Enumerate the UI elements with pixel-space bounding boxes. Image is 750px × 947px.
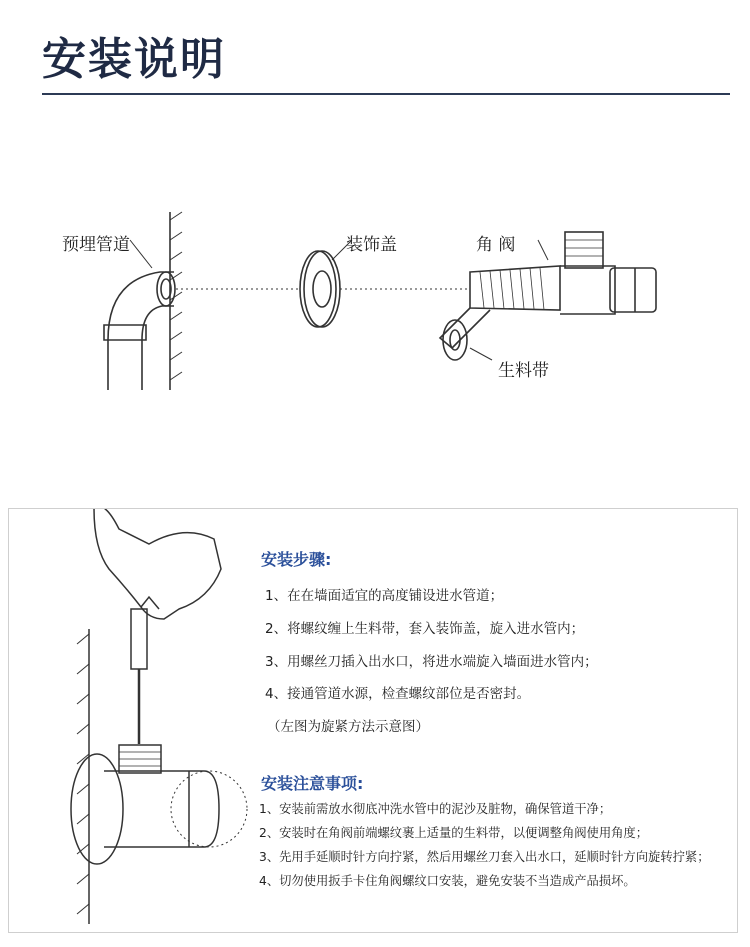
install-illustration xyxy=(9,509,259,932)
valve-handle xyxy=(610,268,656,312)
screwdriver-handle xyxy=(131,609,147,669)
caution-item: 4、切勿使用扳手卡住角阀螺纹口安装，避免安装不当造成产品损坏。 xyxy=(259,874,636,888)
label-embedded-pipe: 预埋管道 xyxy=(62,235,130,255)
label-teflon-tape: 生料带 xyxy=(498,361,549,381)
wall-hatch xyxy=(77,634,89,914)
pipe-joint xyxy=(104,325,146,340)
step-item: 1、在在墙面适宜的高度铺设进水管道； xyxy=(265,588,504,604)
label-decorative-cover: 装饰盖 xyxy=(346,235,397,255)
page-title: 安装说明 xyxy=(42,34,226,85)
instructions-panel xyxy=(8,508,738,933)
label-angle-valve: 角 阀 xyxy=(476,235,516,255)
caution-item: 3、先用手延顺时针方向拧紧，然后用螺丝刀套入出水口，延顺时针方向旋转拧紧； xyxy=(259,850,710,864)
pipe-opening xyxy=(157,272,175,306)
hand-outline xyxy=(94,509,221,619)
caution-heading: 安装注意事项: xyxy=(261,774,364,793)
step-item: 2、将螺纹缠上生料带，套入装饰盖，旋入进水管内； xyxy=(265,621,585,637)
steps-heading: 安装步骤: xyxy=(261,550,332,569)
illustration-note: （左图为旋紧方法示意图） xyxy=(267,719,429,735)
valve-thread-lines xyxy=(480,268,544,310)
caution-item: 1、安装前需放水彻底冲洗水管中的泥沙及脏物，确保管道干净； xyxy=(259,802,612,816)
exploded-diagram xyxy=(0,190,750,410)
pipe-outer xyxy=(108,272,174,390)
rotation-hint xyxy=(171,771,247,847)
valve-top-thread xyxy=(565,232,603,268)
caution-item: 2、安装时在角阀前端螺纹裹上适量的生料带，以便调整角阀使用角度； xyxy=(259,826,649,840)
valve-body xyxy=(104,771,219,847)
tape-roll xyxy=(443,320,467,360)
wall-hatch xyxy=(170,212,182,380)
exploded-diagram-art xyxy=(0,190,750,410)
title-divider xyxy=(42,93,730,95)
step-item: 3、用螺丝刀插入出水口，将进水端旋入墙面进水管内； xyxy=(265,654,598,670)
valve-body xyxy=(560,266,615,314)
step-item: 4、接通管道水源，检查螺纹部位是否密封。 xyxy=(265,686,531,702)
